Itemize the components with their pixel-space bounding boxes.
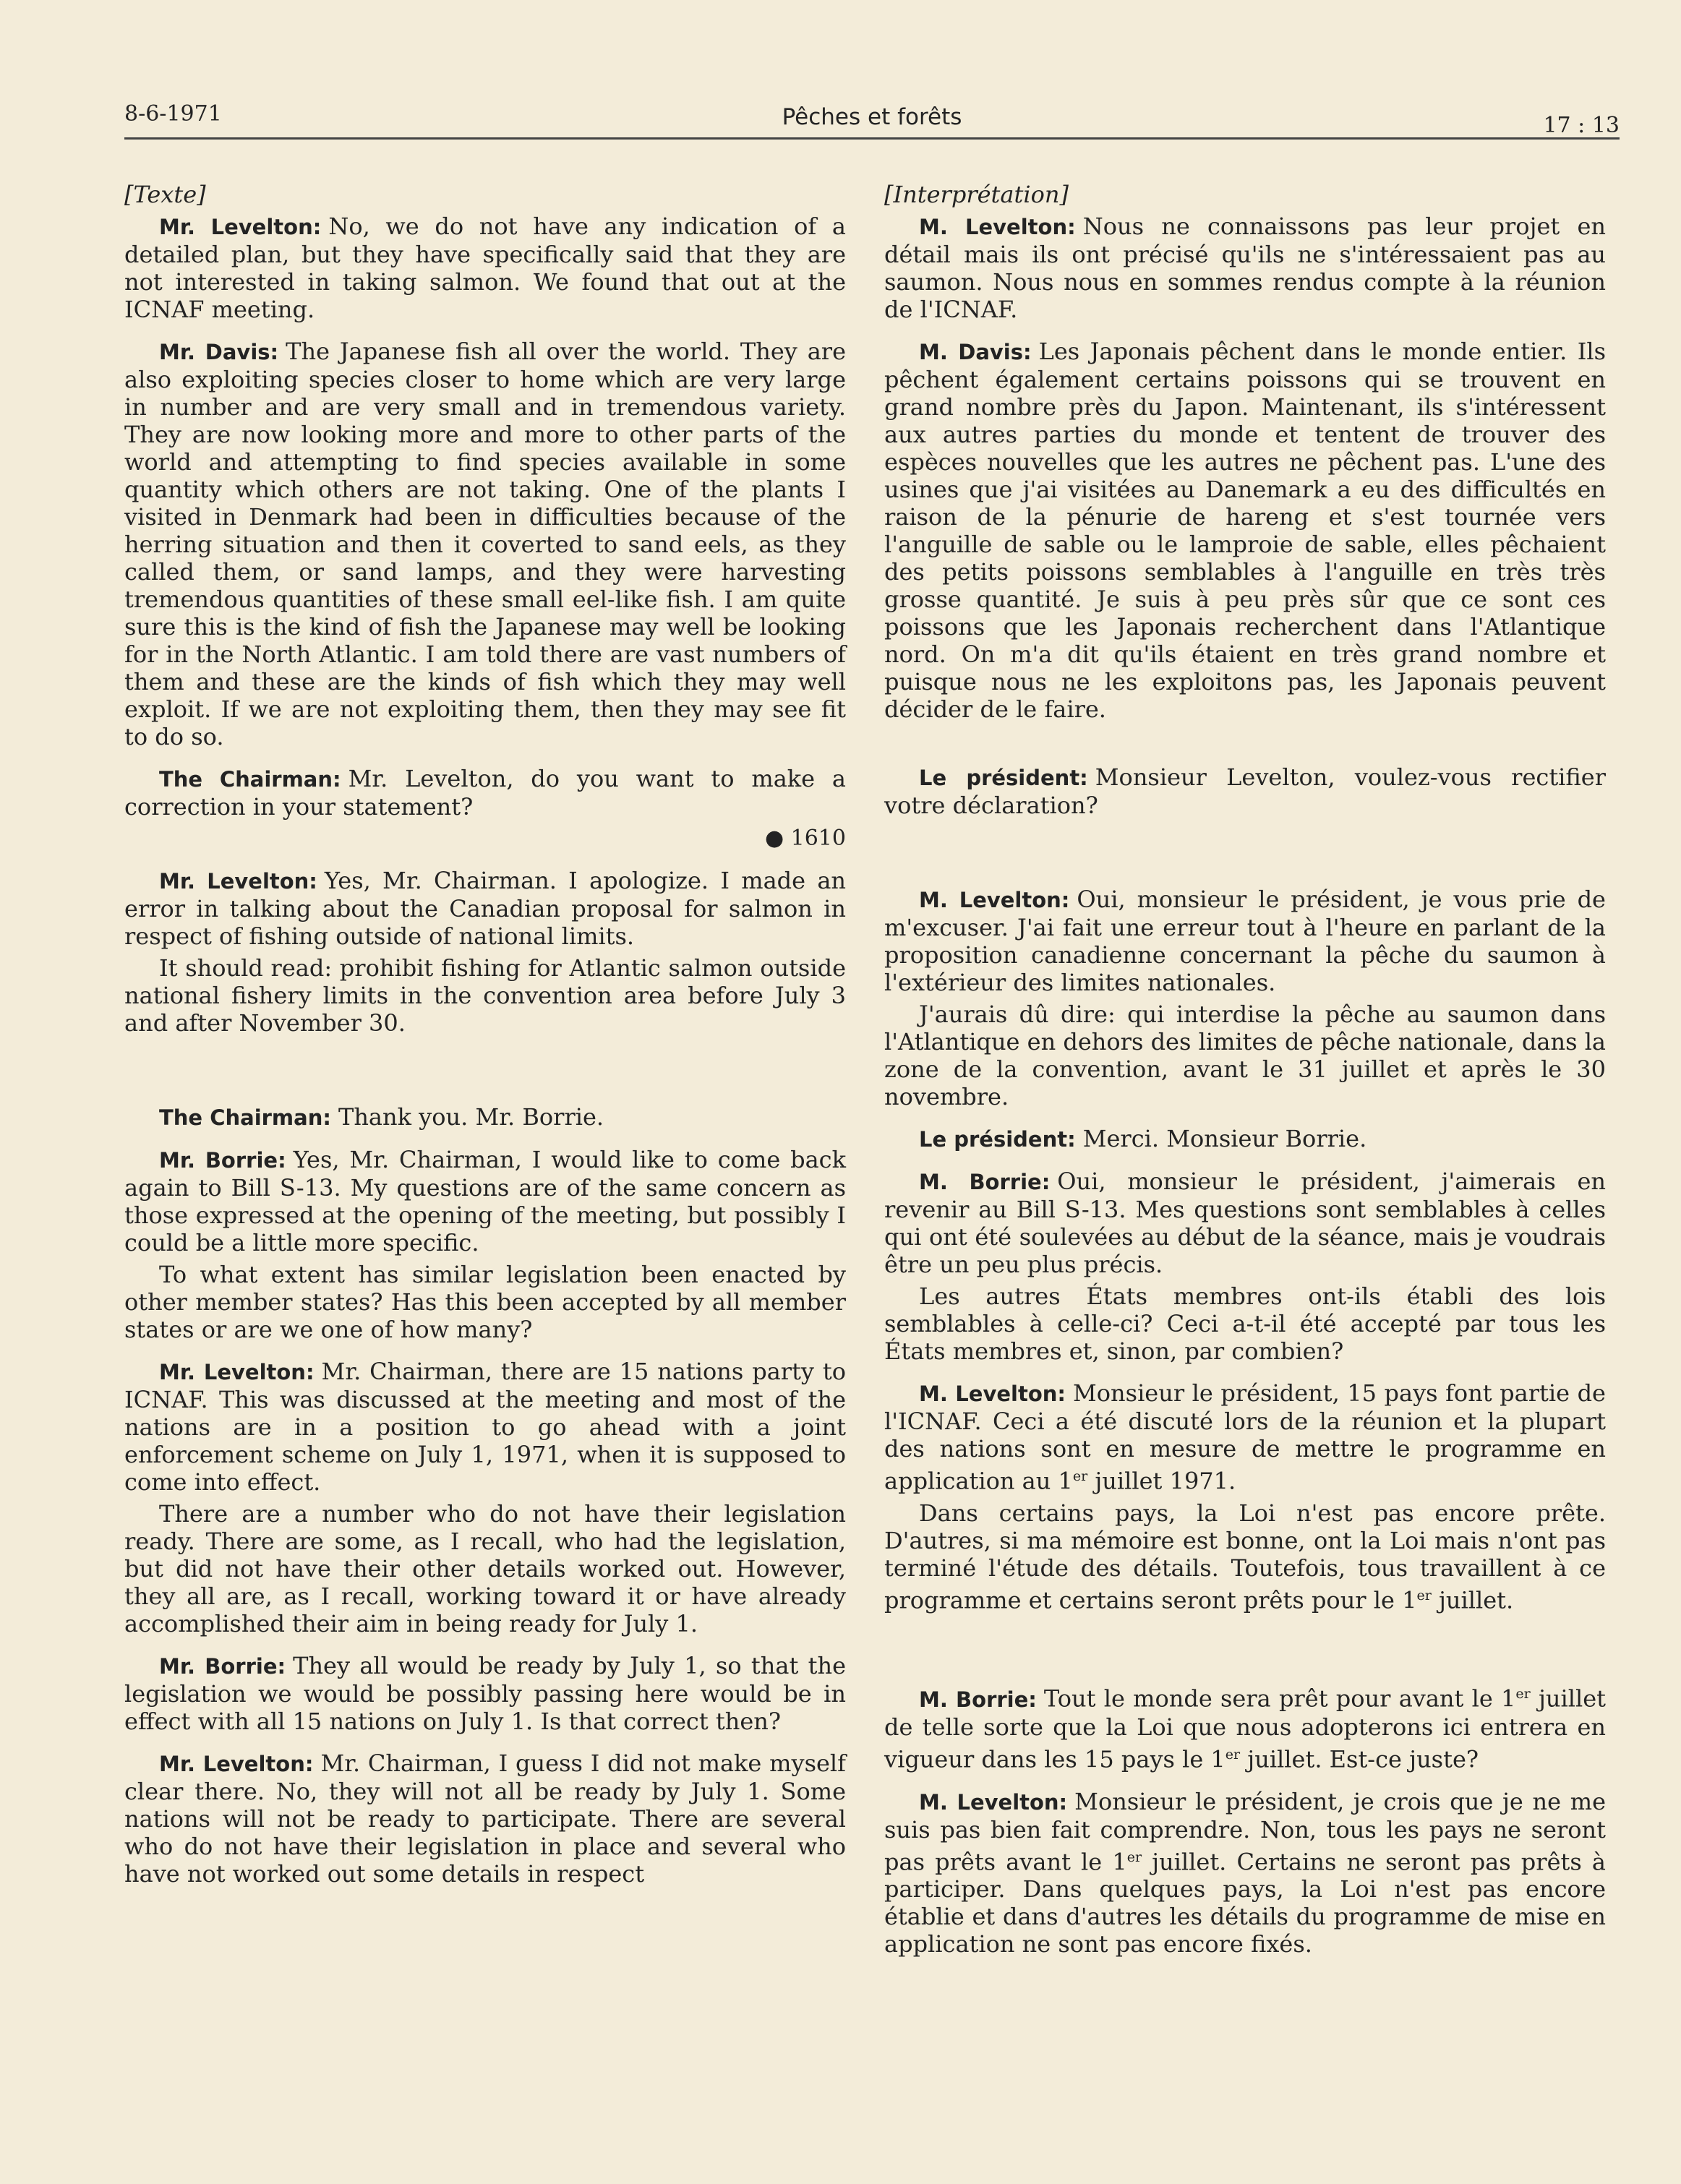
paragraph — [124, 1652, 846, 1735]
speech-text: Monsieur le président, 15 pays font partie de l'ICNAF. Ceci a été discuté lors de la réunion et la plupart des nations sont en mesure de mettre le programme en application au 1 — [884, 1379, 1606, 1495]
speech-text: Mr. Levelton, do you want to make a correction in your statement? — [124, 765, 846, 821]
speech-text: Tout le monde sera prêt pour avant le 1 — [1043, 1684, 1516, 1713]
paragraph — [884, 338, 1606, 723]
page-header — [124, 97, 1620, 140]
speech-text: Thank you. Mr. Borrie. — [338, 1103, 604, 1131]
header-title: Pêches et forêts — [782, 104, 962, 130]
paragraph — [124, 338, 846, 750]
speech-text: Yes, Mr. Chairman. I apologize. I made an error in talking about the Canadian proposal for salmon in respect of fishing outside of national limits. — [124, 867, 847, 950]
speech-text: juillet. — [1431, 1586, 1514, 1614]
superscript: er — [1126, 1849, 1142, 1865]
speech-text: Mr. Chairman, I guess I did not make myself clear there. No, they will not all be ready by July 1. Some nations will not be ready to participate. There are several who do not have their legislation in place and several who have not worked out some details in respect — [124, 1750, 847, 1888]
section-tag: [Texte] — [124, 181, 206, 208]
superscript: er — [1416, 1587, 1432, 1603]
speaker-name: M. Levelton: — [919, 1789, 1068, 1815]
paragraph — [884, 213, 1606, 323]
paragraph — [124, 1358, 846, 1496]
speech-text: juillet. Est-ce juste? — [1240, 1745, 1479, 1773]
speaker-name: M. Levelton: — [919, 888, 1070, 912]
paragraph: J'aurais dû dire: qui interdise la pêche au saumon dans l'Atlantique en dehors des limites de pêche nationale, dans la zone de la convention, avant le 31 juillet et après le 30 novembre. — [884, 1001, 1606, 1110]
speech-text: Nous ne connaissons pas leur projet en détail mais ils ont précisé qu'ils ne s'intéressaient pas au saumon. Nous nous en sommes rendus compte à la réunion de l'ICNAF. — [884, 213, 1606, 323]
speaker-name: M. Levelton: — [919, 215, 1076, 239]
speech-text: juillet. Certains ne seront pas prêts à participer. Dans quelques pays, la Loi n'est pas encore établie et dans d'autres les détails du programme de mise en application ne sont pas encore fixés. — [884, 1848, 1607, 1958]
speaker-name: Mr. Levelton: — [159, 1752, 314, 1776]
english-column — [124, 181, 846, 1902]
speaker-name: Mr. Davis: — [159, 340, 279, 364]
paragraph — [124, 1750, 846, 1888]
superscript: er — [1515, 1686, 1531, 1703]
speaker-name: M. Borrie: — [919, 1687, 1037, 1712]
spacer — [884, 834, 1606, 886]
french-column — [884, 181, 1606, 1972]
paragraph: There are a number who do not have their legislation ready. There are some, as I recall, who had the legislation, but did not have their other details worked out. However, they all are, as I recall, working toward it or have already accomplished their aim in being ready for July 1. — [124, 1500, 846, 1637]
speaker-name: Mr. Levelton: — [159, 869, 317, 894]
paragraph — [124, 213, 846, 323]
header-date: 8-6-1971 — [124, 101, 222, 127]
speech-text: Mr. Chairman, there are 15 nations party to ICNAF. This was discussed at the meeting and most of the nations are in a position to go ahead with a joint enforcement scheme on July 1, 1971, when it is supposed to come into effect. — [124, 1358, 847, 1496]
paragraph: It should read: prohibit fishing for Atlantic salmon outside national fishery limits in the convention area before July 3 and after November 30. — [124, 954, 846, 1037]
speech-text: juillet 1971. — [1087, 1467, 1236, 1495]
speech-text: Dans certains pays, la Loi n'est pas encore prête. D'autres, si ma mémoire est bonne, ont la Loi mais n'ont pas terminé l'étude des détails. Toutefois, tous travaillent à ce programme et certains seront prêts pour le 1 — [884, 1499, 1606, 1614]
superscript: er — [1225, 1746, 1241, 1763]
header-page-number: 17 : 13 — [1543, 113, 1620, 138]
speaker-name: M. Davis: — [919, 340, 1032, 364]
section-tag: [Interprétation] — [884, 181, 1069, 208]
paragraph — [124, 765, 846, 821]
speech-text: They all would be ready by July 1, so that the legislation we would be possibly passing here would be in effect with all 15 nations on July 1. Is that correct then? — [124, 1652, 847, 1735]
paragraph — [884, 763, 1606, 819]
paragraph: Les autres États membres ont-ils établi des lois semblables à celle-ci? Ceci a-t-il été accepté par tous les États membres et, sinon, par combien? — [884, 1282, 1606, 1365]
paragraph — [884, 886, 1606, 996]
speech-text: Monsieur Levelton, voulez-vous rectifier votre déclaration? — [884, 763, 1606, 819]
speaker-name: Mr. Levelton: — [159, 1360, 315, 1384]
speech-text: No, we do not have any indication of a detailed plan, but they have specifically said that they are not interested in taking salmon. We found that out at the ICNAF meeting. — [124, 213, 846, 323]
speech-text: juillet de telle sorte que la Loi que nous adopterons ici entrera en vigueur dans les 15 pays le 1 — [884, 1684, 1607, 1773]
paragraph — [884, 1680, 1606, 1773]
speech-text: Yes, Mr. Chairman, I would like to come back again to Bill S-13. My questions are of the same concern as those expressed at the opening of the meeting, but possibly I could be a little more specific. — [124, 1146, 846, 1256]
speaker-name: The Chairman: — [159, 767, 341, 792]
paragraph — [884, 1168, 1606, 1278]
paragraph — [884, 1125, 1606, 1153]
speaker-name: Mr. Borrie: — [159, 1148, 286, 1173]
spacer — [884, 737, 1606, 763]
speech-text: Monsieur le président, je crois que je ne me suis pas bien fait comprendre. Non, tous les pays ne seront pas prêts avant le 1 — [884, 1787, 1607, 1876]
speech-text: Merci. Monsieur Borrie. — [1082, 1125, 1367, 1152]
speech-text: Oui, monsieur le président, je vous prie de m'excuser. J'ai fait une erreur tout à l'heure en parlant de la proposition canadienne concernant la pêche du saumon à l'extérieur des limites nationales. — [884, 886, 1606, 996]
paragraph — [884, 1788, 1606, 1958]
paragraph — [124, 1103, 846, 1131]
time-marker: ● 1610 — [764, 826, 846, 851]
paragraph — [124, 1146, 846, 1256]
speaker-name: M. Levelton: — [919, 1382, 1066, 1406]
paragraph — [884, 1499, 1606, 1614]
spacer — [884, 1628, 1606, 1680]
spacer — [124, 1051, 846, 1103]
speaker-name: The Chairman: — [159, 1105, 331, 1130]
speech-text: Oui, monsieur le président, j'aimerais en revenir au Bill S-13. Mes questions sont semblables à celles qui ont été soulevées au début de la séance, mais je voudrais être un peu plus précis. — [884, 1168, 1607, 1278]
speech-text: Les Japonais pêchent dans le monde entier. Ils pêchent également certains poissons qui se trouvent en grand nombre près du Japon. Maintenant, ils s'intéressent aux autres parties du monde et tentent de trouver des espèces nouvelles que les autres ne pêchent pas. L'une des usines que j'ai visitées au Danemark a eu des difficultés en raison de la pénurie de hareng et s'est tournée vers l'anguille de sable ou le lamproie de sable, elles pêchaient des petits poissons semblables à l'anguille en très très grosse quantité. Je suis à peu près sûr que ce sont ces poissons que les Japonais recherchent dans l'Atlantique nord. On m'a dit qu'ils étaient en très grand nombre et puisque nous ne les exploitons pas, les Japonais peuvent décider de le faire. — [884, 338, 1606, 723]
paragraph: To what extent has similar legislation been enacted by other member states? Has this been accepted by all member states or are we one of how many? — [124, 1261, 846, 1343]
speaker-name: Le président: — [919, 1127, 1076, 1152]
speaker-name: Le président: — [919, 766, 1088, 790]
paragraph — [884, 1379, 1606, 1495]
speaker-name: Mr. Borrie: — [159, 1654, 286, 1679]
speaker-name: Mr. Levelton: — [159, 215, 322, 239]
superscript: er — [1072, 1468, 1088, 1484]
speech-text: The Japanese fish all over the world. They are also exploiting species closer to home which are very large in number and are very small and in tremendous variety. They are now looking more and more to other parts of the world and attempting to find species available in some quantity which others are not taking. One of the plants I visited in Denmark had been in difficulties because of the herring situation and then it coverted to sand eels, as they called them, or sand lamps, and they were harvesting tremendous quantities of these small eel-like fish. I am quite sure this is the kind of fish the Japanese may well be looking for in the North Atlantic. I am told there are vast numbers of them and these are the kinds of fish which they may well exploit. If we are not exploiting them, then they may see fit to do so. — [124, 338, 847, 750]
paragraph — [124, 867, 846, 950]
speaker-name: M. Borrie: — [919, 1170, 1051, 1194]
